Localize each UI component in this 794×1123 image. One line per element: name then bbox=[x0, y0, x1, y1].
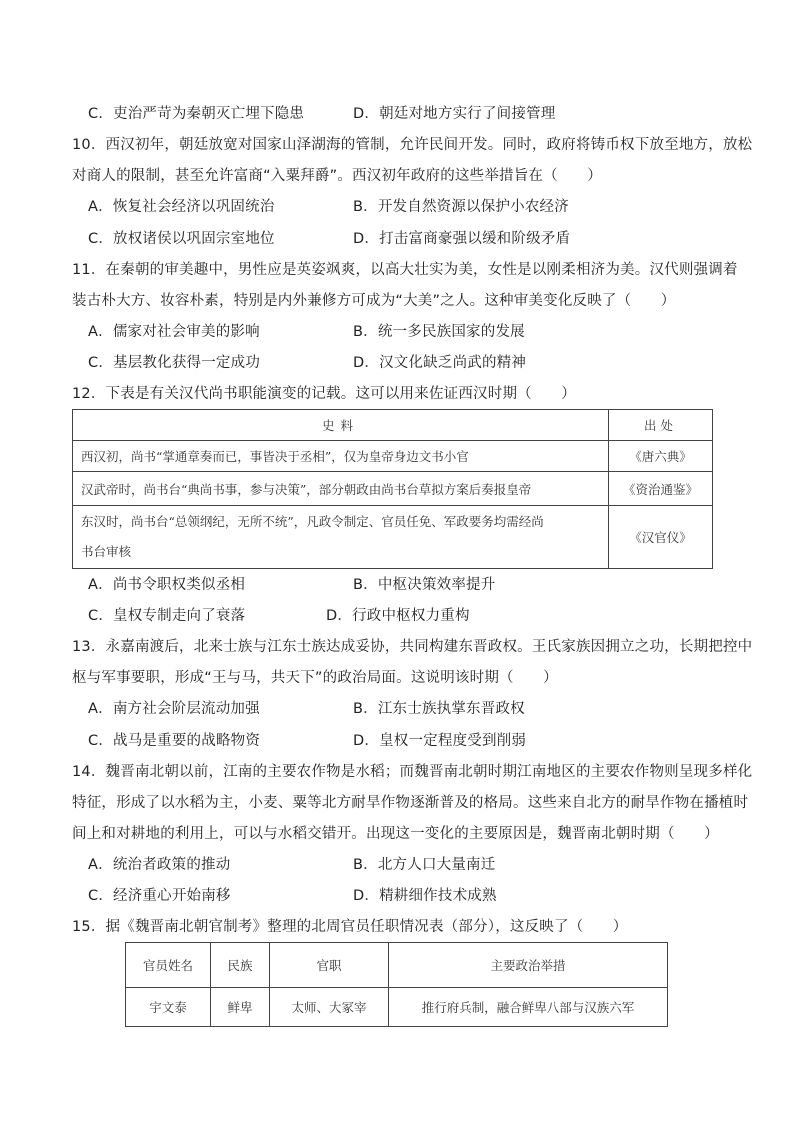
q14-stem-line1: 14．魏晋南北朝以前，江南的主要农作物是水稻；而魏晋南北朝时期江南地区的主要农作物则呈现多样化 bbox=[72, 764, 753, 780]
q13-stem-line1: 13．永嘉南渡后，北来士族与江东士族达成妥协，共同构建东晋政权。王氏家族因拥立之功，长期把控中 bbox=[72, 639, 753, 655]
q12-option-c: C．皇权专制走向了衰落 bbox=[88, 608, 246, 624]
table-row bbox=[73, 506, 713, 569]
q12-option-b: B．中枢决策效率提升 bbox=[353, 577, 496, 593]
q13-option-b: B．江东士族执掌东晋政权 bbox=[353, 701, 525, 717]
q11-stem-line2: 装古朴大方、妆容朴素，特别是内外兼修方可成为“大美”之人。这种审美变化反映了（ ） bbox=[72, 293, 676, 309]
q12-row3-source bbox=[73, 506, 609, 569]
q11-option-d: D．汉文化缺乏尚武的精神 bbox=[353, 355, 527, 371]
q12-option-a: A．尚书令职权类似丞相 bbox=[88, 577, 246, 593]
q12-row2-source: 汉武帝时，尚书台“典尚书事，参与决策”，部分朝政由尚书台草拟方案后奏报皇帝 bbox=[73, 472, 609, 506]
q13-option-a: A．南方社会阶层流动加强 bbox=[88, 701, 260, 717]
q9-option-d: D．朝廷对地方实行了间接管理 bbox=[353, 106, 556, 122]
q12-table bbox=[72, 409, 713, 569]
q12-option-d: D．行政中枢权力重构 bbox=[326, 608, 470, 624]
q15-header-office: 官职 bbox=[270, 943, 389, 988]
q11-stem-line1: 11．在秦朝的审美趣中，男性应是英姿飒爽，以高大壮实为美，女性是以刚柔相济为美。汉代则强调着 bbox=[72, 262, 738, 278]
q15-table bbox=[125, 942, 668, 1027]
q15-stem: 15．据《魏晋南北朝官制考》整理的北周官员任职情况表（部分），这反映了（ ） bbox=[72, 919, 628, 935]
q10-stem-line2: 对商人的限制，甚至允许富商“入粟拜爵”。西汉初年政府的这些举措旨在（ ） bbox=[72, 168, 602, 184]
q15-header-measures: 主要政治举措 bbox=[389, 943, 668, 988]
q15-row1-name: 宇文泰 bbox=[126, 988, 211, 1027]
q14-option-c: C．经济重心开始南移 bbox=[88, 888, 231, 904]
q15-row1-measures: 推行府兵制，融合鲜卑八部与汉族六军 bbox=[389, 988, 668, 1027]
q15-row1-office: 太师、大冢宰 bbox=[270, 988, 389, 1027]
q13-option-d: D．皇权一定程度受到削弱 bbox=[353, 733, 527, 749]
q12-row3-source-line2: 书台审核 bbox=[81, 544, 132, 559]
q10-option-c: C．放权诸侯以巩固宗室地位 bbox=[88, 231, 275, 247]
q11-option-a: A．儒家对社会审美的影响 bbox=[88, 324, 260, 340]
q12-row3-source-line1: 东汉时，尚书台“总领纲纪，无所不统”，凡政令制定、官员任免、军政要务均需经尚 bbox=[81, 514, 544, 529]
q10-option-b: B．开发自然资源以保护小农经济 bbox=[353, 199, 569, 215]
q9-option-c: C．吏治严苛为秦朝灭亡埋下隐患 bbox=[88, 106, 305, 122]
q15-header-name: 官员姓名 bbox=[126, 943, 211, 988]
q12-stem: 12．下表是有关汉代尚书职能演变的记载。这可以用来佐证西汉时期（ ） bbox=[72, 386, 576, 402]
q13-option-c: C．战马是重要的战略物资 bbox=[88, 733, 261, 749]
table-row bbox=[126, 988, 668, 1027]
table-row bbox=[73, 441, 713, 472]
q12-header-source: 史料 bbox=[73, 410, 609, 441]
q15-row1-ethnicity: 鲜卑 bbox=[211, 988, 270, 1027]
table-row bbox=[73, 472, 713, 506]
q12-header-origin: 出处 bbox=[609, 410, 713, 441]
q14-stem-line3: 间上和对耕地的利用上，可以与水稻交错开。出现这一变化的主要原因是，魏晋南北朝时期（ ） bbox=[72, 826, 719, 842]
q15-header-ethnicity: 民族 bbox=[211, 943, 270, 988]
q12-row1-origin: 《唐六典》 bbox=[609, 441, 713, 472]
q11-option-b: B．统一多民族国家的发展 bbox=[353, 324, 525, 340]
q12-row2-origin: 《资治通鉴》 bbox=[609, 472, 713, 506]
q12-row1-source: 西汉初，尚书“掌通章奏而已，事皆决于丞相”，仅为皇帝身边文书小官 bbox=[73, 441, 609, 472]
q14-option-d: D．精耕细作技术成熟 bbox=[353, 888, 497, 904]
q14-option-b: B．北方人口大量南迁 bbox=[353, 857, 496, 873]
q13-stem-line2: 枢与军事要职，形成“王与马，共天下”的政治局面。这说明该时期（ ） bbox=[72, 670, 558, 686]
q11-option-c: C．基层教化获得一定成功 bbox=[88, 355, 261, 371]
q10-option-a: A．恢复社会经济以巩固统治 bbox=[88, 199, 275, 215]
q10-option-d: D．打击富商豪强以缓和阶级矛盾 bbox=[353, 231, 571, 247]
q12-row3-origin: 《汉官仪》 bbox=[609, 506, 713, 569]
q14-stem-line2: 特征，形成了以水稻为主，小麦、粟等北方耐旱作物逐渐普及的格局。这些来自北方的耐旱作物在播植时 bbox=[72, 795, 749, 811]
q10-stem-line1: 10．西汉初年，朝廷放宽对国家山泽湖海的管制，允许民间开发。同时，政府将铸币权下放至地方，放松 bbox=[72, 137, 753, 153]
q14-option-a: A．统治者政策的推动 bbox=[88, 857, 231, 873]
